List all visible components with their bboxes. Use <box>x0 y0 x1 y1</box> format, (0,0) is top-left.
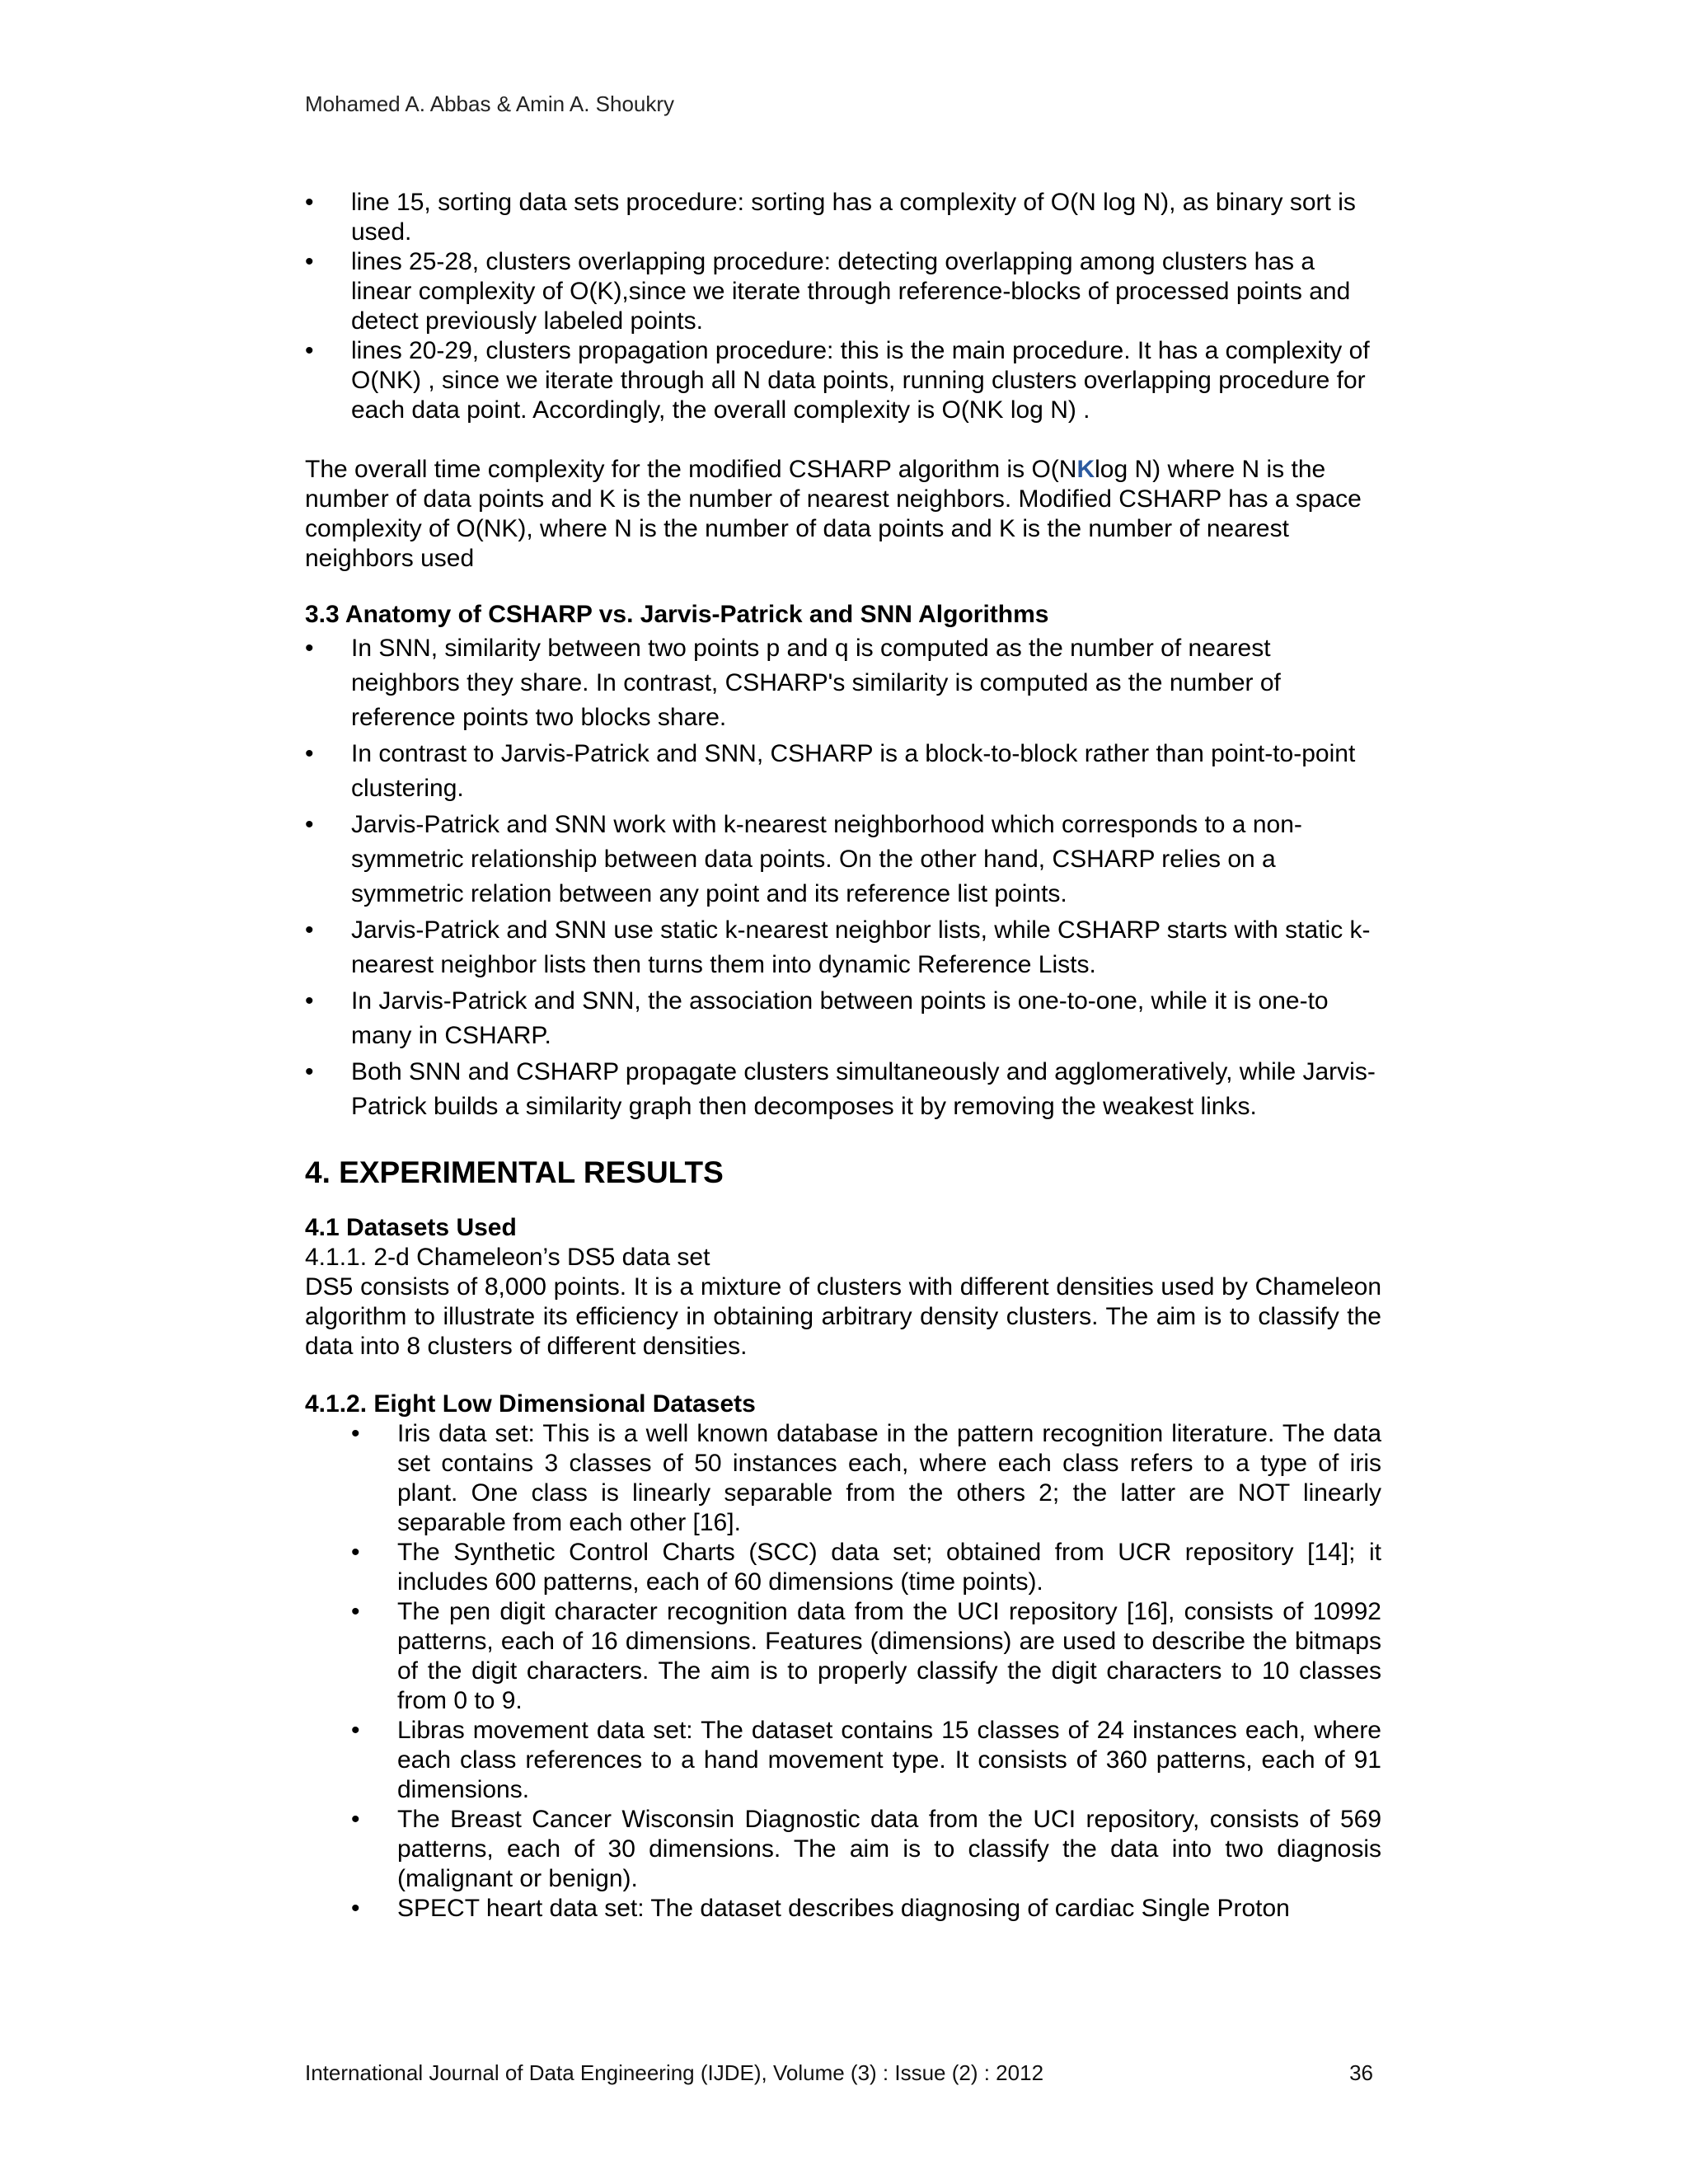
complexity-list <box>305 188 1381 425</box>
page-footer <box>305 2060 1373 2086</box>
list-item: • Iris data set: This is a well known database in the pattern recognition literature. The data set contains 3 classes of 50 instances each, where each class refers to a type of iris plant. One class is linearly separable from the others 2; the latter are NOT linearly separable from each other [16]. <box>351 1419 1381 1538</box>
list-item: • In SNN, similarity between two points p and q is computed as the number of nearest neighbors they share. In contrast, CSHARP's similarity is computed as the number of reference points two blocks share. <box>305 631 1381 735</box>
list-item: • In contrast to Jarvis-Patrick and SNN, CSHARP is a block-to-block rather than point-to-point clustering. <box>305 737 1381 806</box>
subsection-4-1-1-title: 4.1.1. 2-d Chameleon’s DS5 data set <box>305 1244 710 1271</box>
list-item: • lines 20-29, clusters propagation procedure: this is the main procedure. It has a complexity of O(NK) , since we iterate through all N data points, running clusters overlapping procedure for each data point. Accordingly, the overall complexity is O(NK log N) . <box>305 336 1381 425</box>
page-number: 36 <box>1349 2060 1373 2085</box>
list-item: • lines 25-28, clusters overlapping procedure: detecting overlapping among clusters has a linear complexity of O(K),since we iterate through reference-blocks of processed points and detect previously labeled points. <box>305 247 1381 336</box>
list-item: • Libras movement data set: The dataset contains 15 classes of 24 instances each, where each class references to a hand movement type. It consists of 360 patterns, each of 91 dimensions. <box>351 1716 1381 1805</box>
k-glyph: K <box>1076 456 1095 483</box>
section-4-1-2-heading: 4.1.2. Eight Low Dimensional Datasets <box>305 1390 756 1418</box>
overall-text-part2: log N) where N is the number of data points and K is the number of nearest neighbors. Modified CSHARP has a space complexity of O(NK), where N is the number of data points and K is the number of nearest neighbors used <box>305 456 1362 572</box>
overall-text-part1: The overall time complexity for the modified CSHARP algorithm is O(N <box>305 456 1077 483</box>
datasets-list <box>351 1419 1381 1924</box>
list-item: • SPECT heart data set: The dataset describes diagnosing of cardiac Single Proton <box>351 1894 1381 1924</box>
list-item: • In Jarvis-Patrick and SNN, the association between points is one-to-one, while it is one-to many in CSHARP. <box>305 984 1381 1053</box>
list-item: • Jarvis-Patrick and SNN use static k-nearest neighbor lists, while CSHARP starts with static k-nearest neighbor lists then turns them into dynamic Reference Lists. <box>305 913 1381 982</box>
ds5-paragraph: DS5 consists of 8,000 points. It is a mixture of clusters with different densities used by Chameleon algorithm to illustrate its efficiency in obtaining arbitrary density clusters. The aim is to classify the data into 8 clusters of different densities. <box>305 1273 1381 1360</box>
section-3-3-heading: 3.3 Anatomy of CSHARP vs. Jarvis-Patrick and SNN Algorithms <box>305 601 1049 628</box>
section-4-1-heading: 4.1 Datasets Used <box>305 1214 517 1241</box>
list-item: • The pen digit character recognition data from the UCI repository [16], consists of 10992 patterns, each of 16 dimensions. Features (dimensions) are used to describe the bitmaps of the digit characters. The aim is to properly classify the digit characters to 10 classes from 0 to 9. <box>351 1597 1381 1716</box>
overall-complexity-paragraph <box>305 455 1381 574</box>
running-header-authors: Mohamed A. Abbas & Amin A. Shoukry <box>305 91 675 116</box>
list-item: • The Synthetic Control Charts (SCC) data set; obtained from UCR repository [14]; it includes 600 patterns, each of 60 dimensions (time points). <box>351 1538 1381 1597</box>
list-item: • Jarvis-Patrick and SNN work with k-nearest neighborhood which corresponds to a non-symmetric relationship between data points. On the other hand, CSHARP relies on a symmetric relation between any point and its reference list points. <box>305 808 1381 912</box>
section-4-heading: 4. EXPERIMENTAL RESULTS <box>305 1155 724 1189</box>
footer-journal: International Journal of Data Engineering (IJDE), Volume (3) : Issue (2) : 2012 <box>305 2060 1044 2085</box>
anatomy-list <box>305 631 1381 1124</box>
list-item: • Both SNN and CSHARP propagate clusters simultaneously and agglomeratively, while Jarvis-Patrick builds a similarity graph then decomposes it by removing the weakest links. <box>305 1055 1381 1124</box>
list-item: • The Breast Cancer Wisconsin Diagnostic data from the UCI repository, consists of 569 patterns, each of 30 dimensions. The aim is to classify the data into two diagnosis (malignant or benign). <box>351 1805 1381 1894</box>
page-body <box>305 188 1381 1924</box>
list-item: • line 15, sorting data sets procedure: sorting has a complexity of O(N log N), as binary sort is used. <box>305 188 1381 247</box>
